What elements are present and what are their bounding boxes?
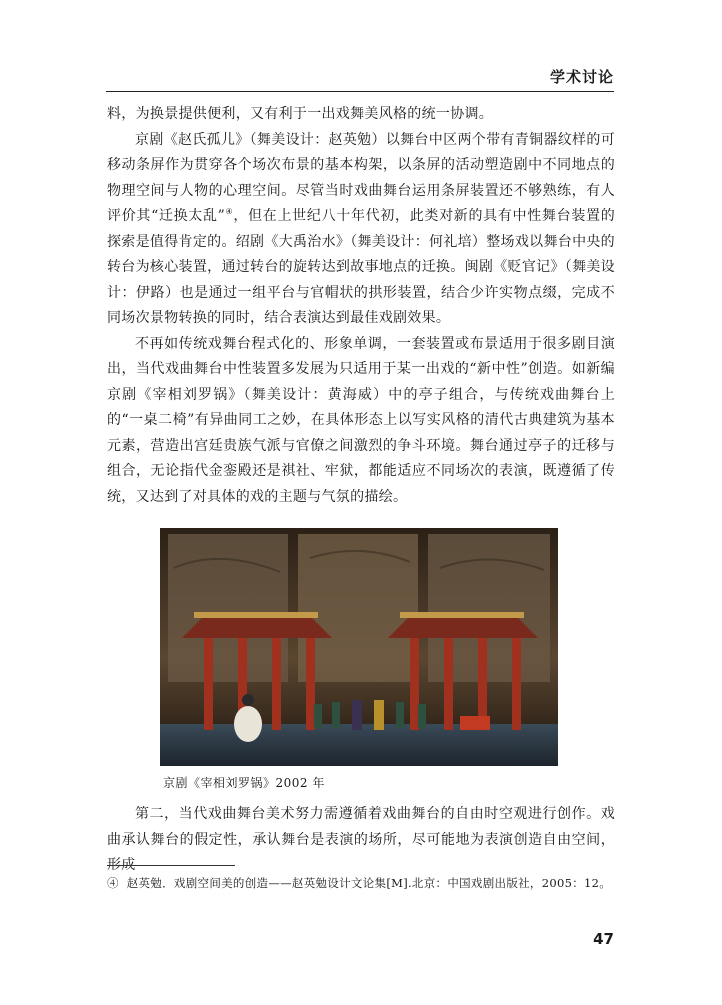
figure-caption: 京剧《宰相刘罗锅》2002 年	[163, 776, 325, 790]
article-body-continued	[107, 802, 615, 879]
stage-photo	[160, 528, 558, 766]
footnote	[107, 873, 615, 893]
footnote-mark: ④	[107, 876, 119, 890]
page-number: 47	[593, 930, 614, 948]
stage-photo-illustration	[160, 528, 558, 766]
paragraph-zhaoshi-guer	[107, 128, 615, 332]
paragraph-text-part: ，但在上世纪八十年代初，此类对新的具有中性舞台装置的探索是值得肯定的。绍剧《大禹治水》（舞美设计：何礼培）整场戏以舞台中央的转台为核心装置，通过转台的旋转达到故事地点的迁换。闽剧《贬官记》（舞美设计：伊路）也是通过一组平台与官帽状的拱形装置，结合少许实物点缀，完成不同场次景物转换的同时，结合表演达到最佳戏剧效果。	[107, 208, 615, 326]
footnote-text: 赵英勉．戏剧空间美的创造——赵英勉设计文论集[M].北京：中国戏剧出版社，2005：12。	[126, 876, 612, 890]
paragraph-second-point: 第二，当代戏曲舞台美术努力需遵循着戏曲舞台的自由时空观进行创作。戏曲承认舞台的假定性，承认舞台是表演的场所，尽可能地为表演创造自由空间，形成	[107, 806, 615, 873]
paragraph-neutral-stage: 不再如传统戏舞台程式化的、形象单调，一套装置或布景适用于很多剧目演出，当代戏曲舞台中性装置多发展为只适用于某一出戏的“新中性”创造。如新编京剧《宰相刘罗锅》（舞美设计：黄海威）中的亭子组合，与传统戏曲舞台上的“一桌二椅”有异曲同工之妙，在具体形态上以写实风格的清代古典建筑为基本元素，营造出宫廷贵族气派与官僚之间激烈的争斗环境。舞台通过亭子的迁移与组合，无论指代金銮殿还是祺社、牢狱，都能适应不同场次的表演，既遵循了传统，又达到了对具体的戏的主题与气氛的描绘。	[107, 335, 615, 505]
running-header: 学术讨论	[549, 68, 614, 86]
paragraph-text-part: 京剧《赵氏孤儿》（舞美设计：赵英勉）以舞台中区两个带有青铜器纹样的可移动条屏作为贯穿各个场次布景的基本构架，以条屏的活动塑造剧中不同地点的物理空间与人物的心理空间。尽管当时戏曲舞台运用条屏装置还不够熟练，有人评价其“迁换太乱”	[107, 131, 615, 224]
header-rule	[106, 91, 614, 92]
article-body	[107, 102, 615, 510]
footnote-rule	[107, 865, 235, 866]
footnote-reference[interactable]: ④	[225, 207, 234, 216]
paragraph-continuation: 料，为换景提供便利，又有利于一出戏舞美风格的统一协调。	[107, 106, 494, 122]
